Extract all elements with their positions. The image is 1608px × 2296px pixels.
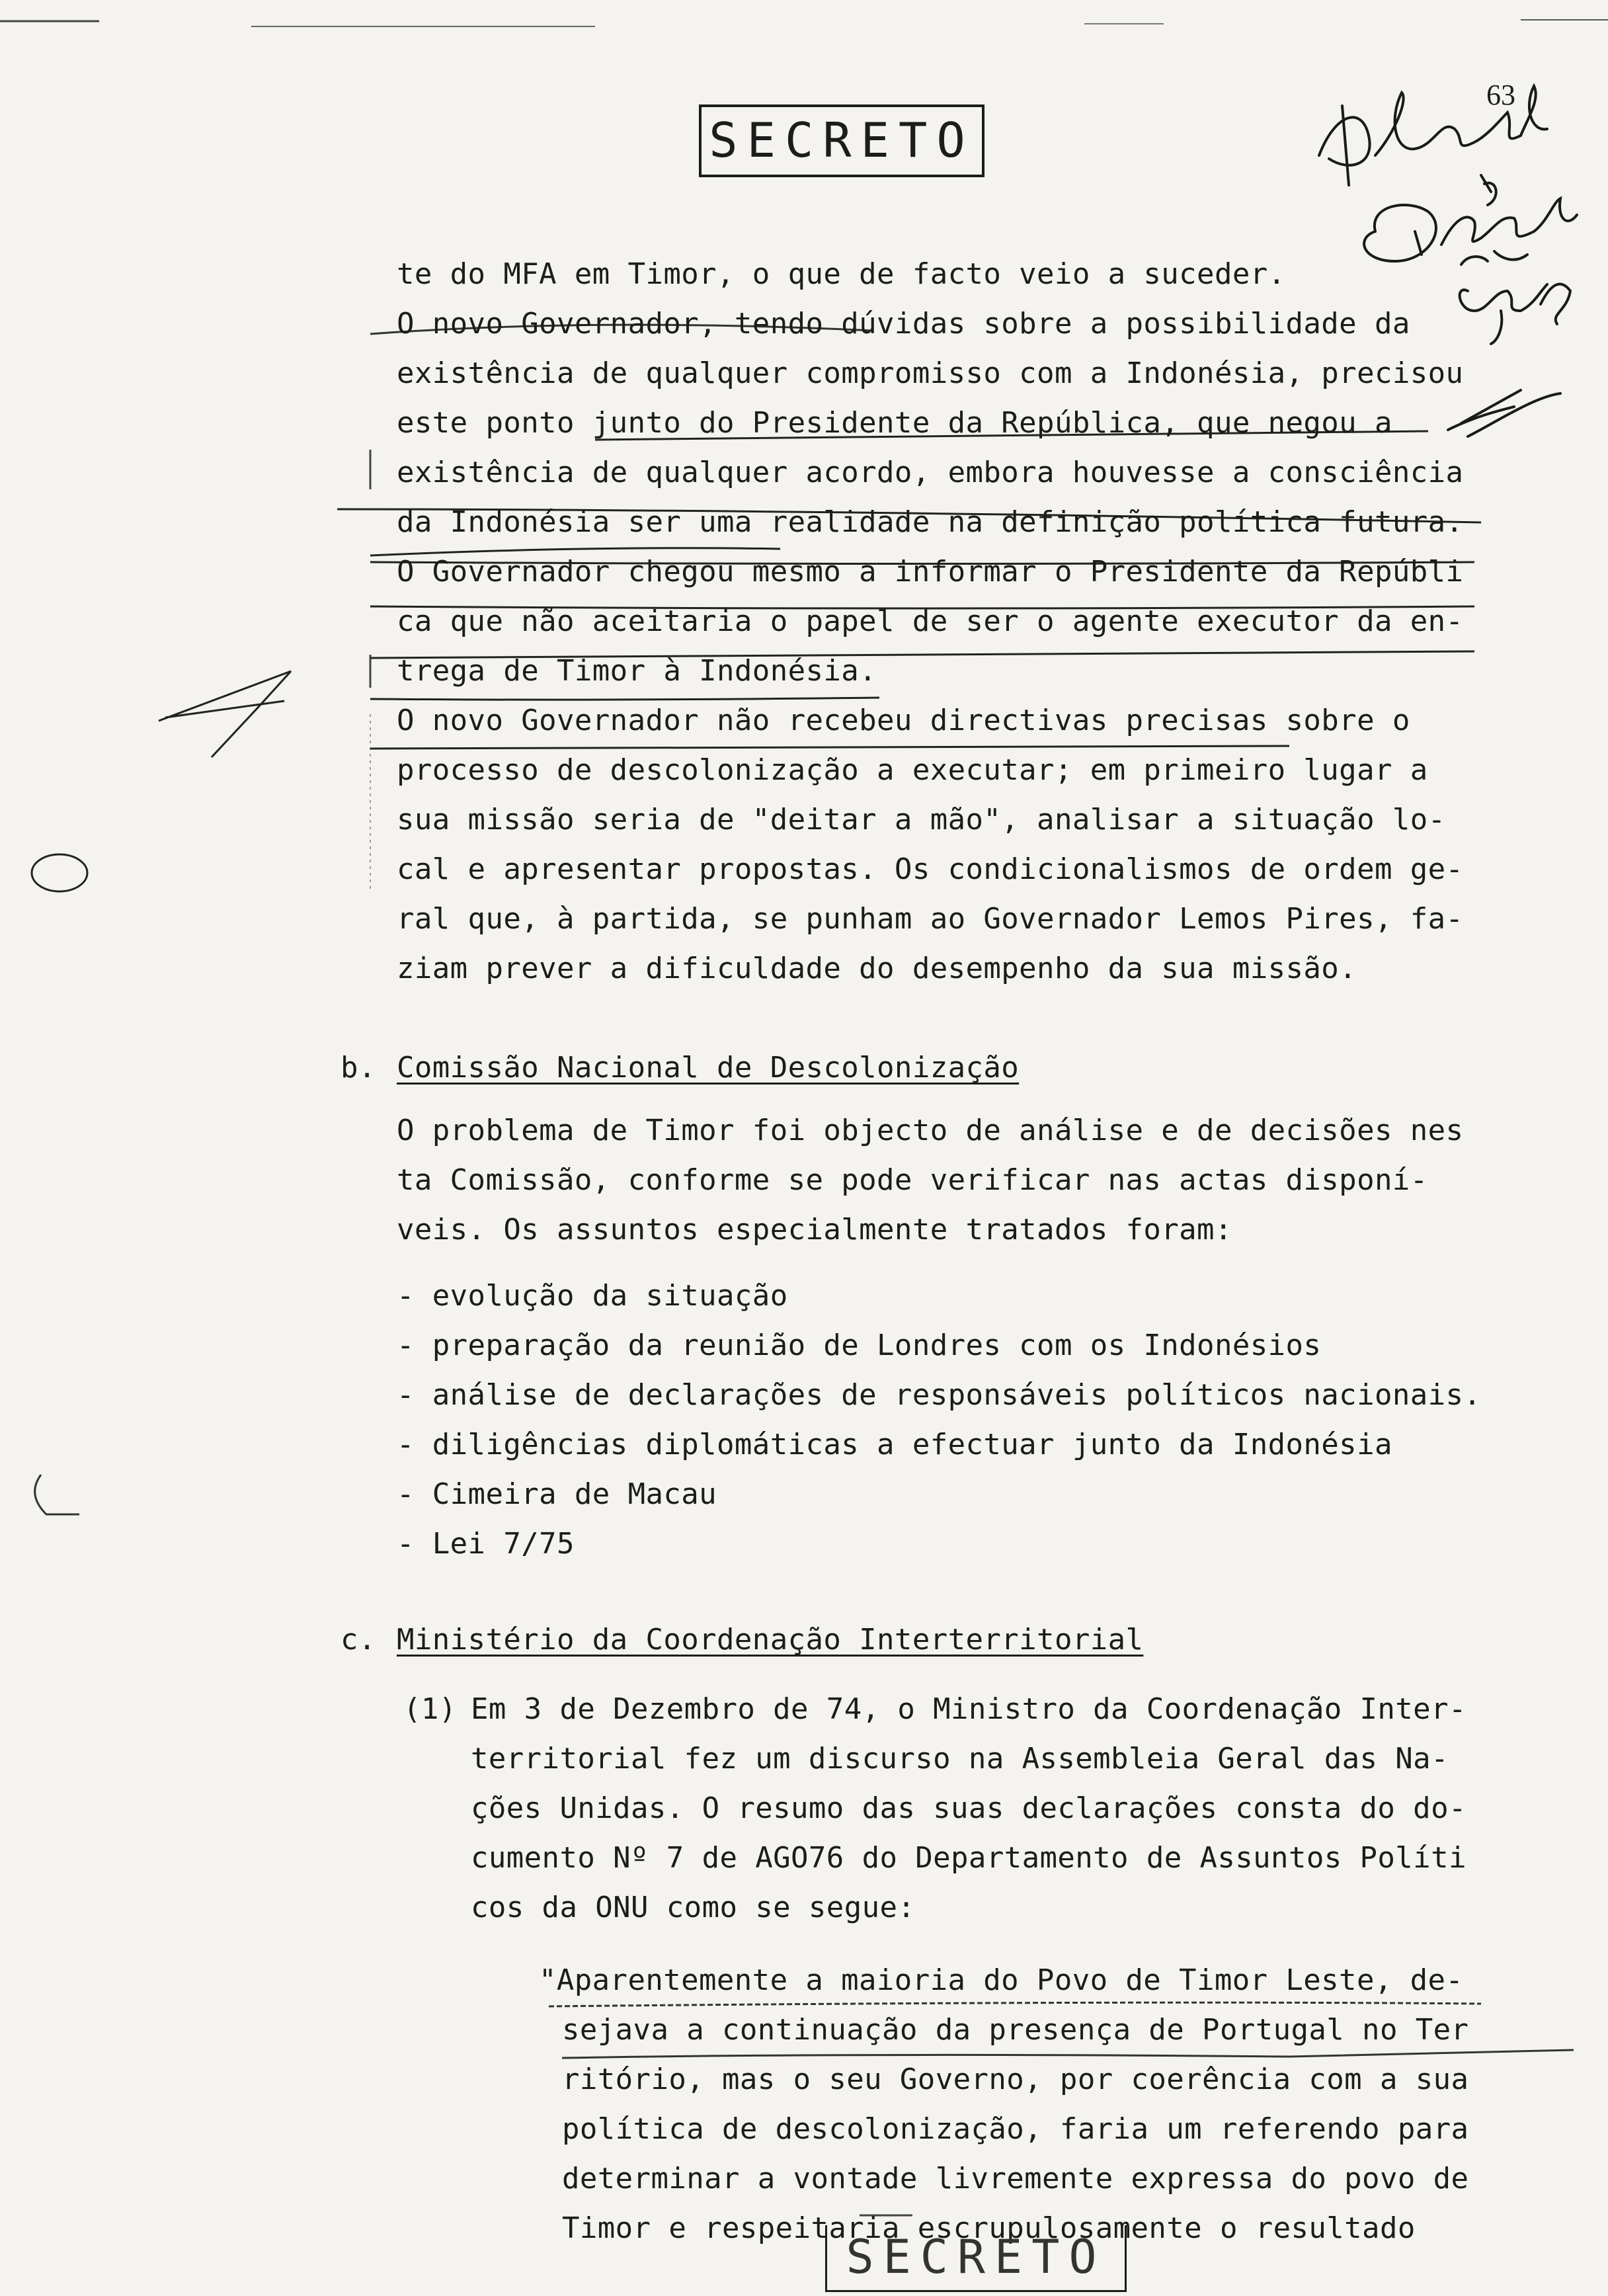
item-marker: (1) bbox=[403, 1692, 457, 1726]
text-line: cos da ONU como se segue: bbox=[471, 1891, 916, 1924]
text-line: processo de descolonização a executar; em primeiro lugar a bbox=[397, 753, 1428, 787]
text-line: cumento Nº 7 de AGO76 do Departamento de Assuntos Políti bbox=[471, 1841, 1467, 1875]
list-item: - preparação da reunião de Londres com os Indonésios bbox=[397, 1329, 1322, 1362]
text-line: trega de Timor à Indonésia. bbox=[397, 654, 877, 688]
quote-line: "Aparentemente a maioria do Povo de Timor Leste, de- bbox=[539, 1963, 1464, 1997]
text-line: O Governador chegou mesmo a informar o Presidente da Repúbli bbox=[397, 555, 1464, 589]
text-line: Em 3 de Dezembro de 74, o Ministro da Coordenação Inter- bbox=[471, 1692, 1467, 1726]
classification-stamp-top: SECRETO bbox=[699, 104, 985, 177]
text-line: existência de qualquer acordo, embora houvesse a consciência bbox=[397, 456, 1464, 489]
list-item: - evolução da situação bbox=[397, 1279, 788, 1313]
text-line: ções Unidas. O resumo das suas declarações consta do do- bbox=[471, 1791, 1467, 1825]
quote-line: Timor e respeitaria escrupulosamente o resultado bbox=[562, 2211, 1416, 2245]
list-item: - Cimeira de Macau bbox=[397, 1477, 717, 1511]
section-marker: c. bbox=[341, 1623, 376, 1657]
quote-line: determinar a vontade livremente expressa do povo de bbox=[562, 2162, 1469, 2195]
list-item: - análise de declarações de responsáveis políticos nacionais. bbox=[397, 1378, 1482, 1412]
quote-line: política de descolonização, faria um referendo para bbox=[562, 2112, 1469, 2146]
section-heading: Ministério da Coordenação Interterritorial bbox=[397, 1623, 1144, 1657]
text-line: ca que não aceitaria o papel de ser o agente executor da en- bbox=[397, 604, 1464, 638]
text-line: te do MFA em Timor, o que de facto veio a suceder. bbox=[397, 257, 1286, 291]
text-line: veis. Os assuntos especialmente tratados foram: bbox=[397, 1213, 1232, 1247]
text-line: este ponto junto do Presidente da República, que negou a bbox=[397, 406, 1392, 440]
list-item: - Lei 7/75 bbox=[397, 1527, 575, 1561]
text-line: sua missão seria de "deitar a mão", analisar a situação lo- bbox=[397, 803, 1446, 837]
text-line: O problema de Timor foi objecto de análise e de decisões nes bbox=[397, 1114, 1464, 1147]
page-number: 63 bbox=[1486, 79, 1515, 111]
text-line: ral que, à partida, se punham ao Governador Lemos Pires, fa- bbox=[397, 902, 1464, 936]
text-line: ziam prever a dificuldade do desempenho da sua missão. bbox=[397, 952, 1357, 985]
text-line: existência de qualquer compromisso com a Indonésia, precisou bbox=[397, 356, 1464, 390]
text-line: territorial fez um discurso na Assembleia Geral das Na- bbox=[471, 1742, 1449, 1776]
text-line: O novo Governador, tendo dúvidas sobre a possibilidade da bbox=[397, 307, 1410, 341]
quote-line: sejava a continuação da presença de Portugal no Ter bbox=[562, 2013, 1469, 2047]
list-item: - diligências diplomáticas a efectuar junto da Indonésia bbox=[397, 1428, 1392, 1461]
section-marker: b. bbox=[341, 1051, 376, 1085]
quote-line: ritório, mas o seu Governo, por coerência com a sua bbox=[562, 2063, 1469, 2096]
text-line: ta Comissão, conforme se pode verificar nas actas disponí- bbox=[397, 1163, 1428, 1197]
text-line: O novo Governador não recebeu directivas precisas sobre o bbox=[397, 704, 1410, 737]
section-heading: Comissão Nacional de Descolonização bbox=[397, 1051, 1020, 1085]
text-line: da Indonésia ser uma realidade na definição política futura. bbox=[397, 505, 1464, 539]
text-line: cal e apresentar propostas. Os condicionalismos de ordem ge- bbox=[397, 852, 1464, 886]
classification-stamp-bottom: SECRETO bbox=[825, 2225, 1127, 2292]
